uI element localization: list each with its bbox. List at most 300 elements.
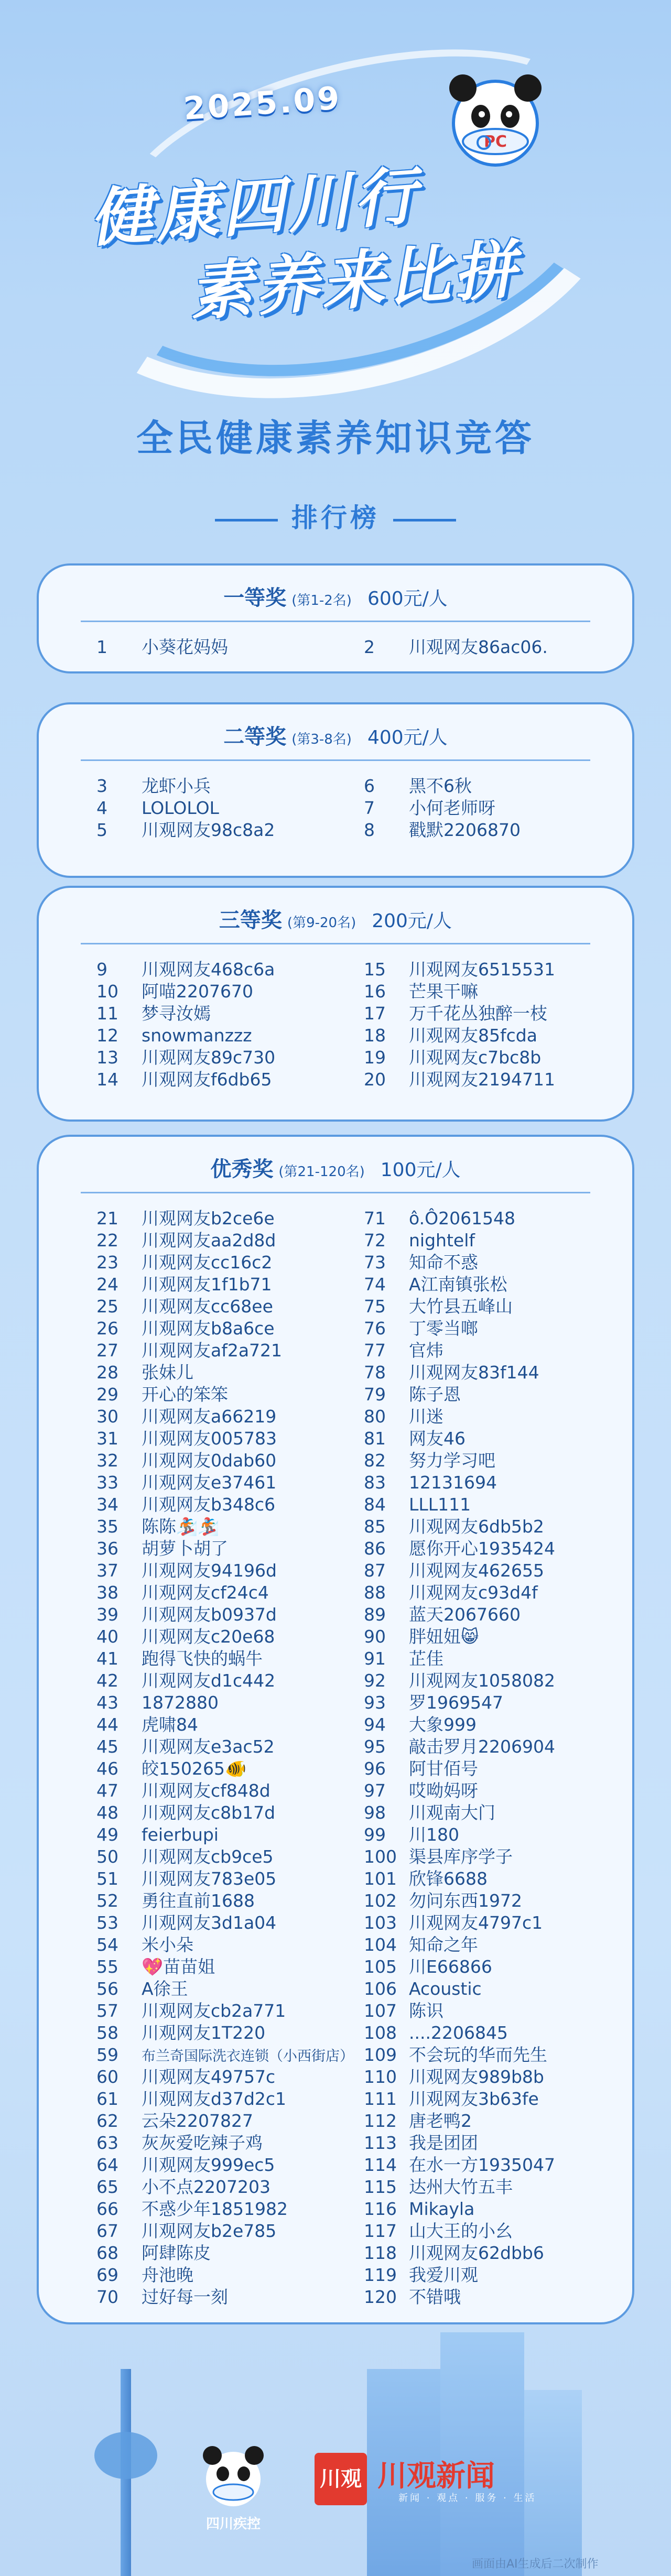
winner-rank: 45 xyxy=(96,1736,118,1757)
winner-rank: 46 xyxy=(96,1758,118,1779)
winner-rank: 16 xyxy=(364,981,386,1002)
winner-name: 川观网友1058082 xyxy=(409,1670,555,1691)
winner-name: 川观网友2194711 xyxy=(409,1069,555,1090)
svg-text:PC: PC xyxy=(483,133,507,151)
winner-name: 过好每一刻 xyxy=(142,2287,228,2307)
winner-name: Mikayla xyxy=(409,2199,475,2219)
winner-row xyxy=(364,1670,555,1692)
winner-row xyxy=(96,2198,288,2220)
winner-row xyxy=(364,1648,443,1670)
winner-name: 罗1969547 xyxy=(409,1692,503,1713)
winner-name: Acoustic xyxy=(409,1979,482,1999)
winner-name: 川观网友b2e785 xyxy=(142,2221,277,2241)
winner-row xyxy=(364,2154,555,2176)
building-decoration xyxy=(524,2390,582,2576)
winner-name: 山大王的小幺 xyxy=(409,2221,513,2241)
chuanguan-news-tagline: 新闻 · 观点 · 服务 · 生活 xyxy=(398,2493,537,2504)
winner-row xyxy=(96,1868,276,1890)
winner-row xyxy=(96,2000,286,2022)
winner-name: 川观网友cf24c4 xyxy=(142,1582,269,1603)
winner-name: 知命之年 xyxy=(409,1934,478,1955)
winner-rank: 8 xyxy=(364,820,375,840)
winner-row xyxy=(364,636,548,658)
winner-rank: 47 xyxy=(96,1780,118,1801)
winner-rank: 29 xyxy=(96,1384,118,1405)
winner-rank: 85 xyxy=(364,1516,386,1537)
winner-row xyxy=(96,1516,219,1538)
winner-row xyxy=(364,1978,482,2000)
winner-rank: 25 xyxy=(96,1296,118,1317)
winner-name: 川观网友b8a6ce xyxy=(142,1318,275,1339)
winner-rank: 18 xyxy=(364,1025,386,1046)
winner-rank: 117 xyxy=(364,2221,397,2241)
winner-row xyxy=(364,1626,479,1648)
winner-rank: 62 xyxy=(96,2111,118,2131)
winner-rank: 66 xyxy=(96,2199,118,2219)
winner-rank: 26 xyxy=(96,1318,118,1339)
winner-name: 万千花丛独醉一枝 xyxy=(409,1003,547,1024)
winner-row xyxy=(364,959,555,981)
winner-name: 川观网友af2a721 xyxy=(142,1340,283,1361)
winner-rank: 81 xyxy=(364,1428,386,1449)
winner-row xyxy=(96,1604,277,1626)
winner-row xyxy=(96,1340,282,1362)
winner-row xyxy=(96,1406,276,1428)
winner-rank: 87 xyxy=(364,1560,386,1581)
winner-row xyxy=(364,2176,513,2198)
winner-rank: 39 xyxy=(96,1604,118,1625)
winner-row xyxy=(96,1582,269,1604)
winner-name: 川180 xyxy=(409,1824,459,1845)
winner-rank: 115 xyxy=(364,2177,397,2197)
winner-rank: 119 xyxy=(364,2265,397,2285)
winner-row xyxy=(364,1025,537,1047)
sichuan-cdc-label: 四川疾控 xyxy=(205,2516,261,2532)
winner-row xyxy=(96,2176,270,2198)
winner-row xyxy=(96,1296,273,1318)
winner-rank: 33 xyxy=(96,1472,118,1493)
prize-name: 二等奖 xyxy=(223,725,287,749)
winner-rank: 59 xyxy=(96,2045,118,2065)
winner-name: 陈子恩 xyxy=(409,1384,461,1405)
winner-name: 12131694 xyxy=(409,1472,497,1493)
winner-row xyxy=(364,1692,503,1714)
prize-name: 一等奖 xyxy=(223,586,287,610)
winner-rank: 36 xyxy=(96,1538,118,1559)
winner-name: nightelf xyxy=(409,1230,475,1251)
winner-name: 梦寻汝嫣 xyxy=(142,1003,211,1024)
prize-card-first xyxy=(37,563,634,673)
winner-name: 川观网友49757c xyxy=(142,2067,276,2087)
winner-rank: 41 xyxy=(96,1648,118,1669)
divider-line xyxy=(393,519,456,521)
winner-name: 川观网友1f1b71 xyxy=(142,1274,272,1295)
winner-rank: 114 xyxy=(364,2155,397,2175)
winner-rank: 13 xyxy=(96,1047,118,1068)
winner-name: 布兰奇国际洗衣连锁（小西街店） xyxy=(142,2048,354,2064)
winner-rank: 99 xyxy=(364,1824,386,1845)
winner-row xyxy=(364,1560,544,1582)
winner-rank: 78 xyxy=(364,1362,386,1383)
winner-name: 在水一方1935047 xyxy=(409,2155,555,2175)
winner-rank: 19 xyxy=(364,1047,386,1068)
prize-range: (第21-120名) xyxy=(278,1164,365,1180)
winner-row xyxy=(96,2088,286,2110)
winner-name: feierbupi xyxy=(142,1824,219,1845)
hero-title-line2: 素养来比拼 xyxy=(187,233,522,329)
winner-row xyxy=(96,1274,272,1296)
winner-rank: 76 xyxy=(364,1318,386,1339)
winner-rank: 102 xyxy=(364,1890,397,1911)
winner-rank: 96 xyxy=(364,1758,386,1779)
winner-rank: 2 xyxy=(364,637,375,657)
winner-row xyxy=(96,1230,276,1252)
winner-name: 蓝天2067660 xyxy=(409,1604,521,1625)
winner-name: 川观网友3b63fe xyxy=(409,2089,539,2109)
card-divider xyxy=(81,943,590,944)
winner-row xyxy=(96,2220,276,2242)
winner-name: 川观网友4797c1 xyxy=(409,1912,543,1933)
winner-name: 💖苗苗姐 xyxy=(142,1957,215,1977)
winner-name: LOLOLOL xyxy=(142,798,219,818)
winner-name: 戳默2206870 xyxy=(409,820,521,840)
winner-rank: 82 xyxy=(364,1450,386,1471)
winner-rank: 83 xyxy=(364,1472,386,1493)
winner-name: 胖妞妞😸 xyxy=(409,1626,479,1647)
winner-rank: 93 xyxy=(364,1692,386,1713)
winner-row xyxy=(96,1494,275,1516)
prize-card-header xyxy=(39,904,632,933)
winner-row xyxy=(364,1758,478,1780)
winner-rank: 28 xyxy=(96,1362,118,1383)
winner-row xyxy=(96,775,211,797)
winner-name: 云朵2207827 xyxy=(142,2111,253,2131)
winner-name: 开心的笨笨 xyxy=(142,1384,228,1405)
winner-name: 川观网友0dab60 xyxy=(142,1450,277,1471)
winner-name: snowmanzzz xyxy=(142,1025,252,1046)
tv-tower-decoration xyxy=(94,2432,157,2479)
winner-row xyxy=(96,1428,277,1450)
winner-row xyxy=(364,1956,492,1978)
winner-row xyxy=(364,2022,508,2044)
winner-name: 小何老师呀 xyxy=(409,798,495,818)
winner-name: 舟池晚 xyxy=(142,2265,193,2285)
winner-row xyxy=(96,797,219,819)
winner-name: LLL111 xyxy=(409,1494,471,1515)
winner-rank: 12 xyxy=(96,1025,118,1046)
winner-rank: 104 xyxy=(364,1934,397,1955)
winner-row xyxy=(364,1538,555,1560)
winner-row xyxy=(96,981,253,1003)
winner-row xyxy=(96,1047,275,1069)
winner-name: 川观网友005783 xyxy=(142,1428,277,1449)
winner-name: 川观网友cb9ce5 xyxy=(142,1846,274,1867)
winner-name: A徐王 xyxy=(142,1979,188,1999)
chuanguan-logo-box: 川观 xyxy=(315,2453,367,2505)
winner-rank: 1 xyxy=(96,637,107,657)
winner-row xyxy=(364,1846,513,1868)
winner-rank: 88 xyxy=(364,1582,386,1603)
winner-rank: 11 xyxy=(96,1003,118,1024)
winner-rank: 50 xyxy=(96,1846,118,1867)
winner-name: 川观网友d1c442 xyxy=(142,1670,276,1691)
winner-row xyxy=(96,1956,215,1978)
winner-name: 川观网友cc68ee xyxy=(142,1296,273,1317)
winner-rank: 113 xyxy=(364,2133,397,2153)
winner-rank: 65 xyxy=(96,2177,118,2197)
prize-name: 优秀奖 xyxy=(210,1157,274,1181)
winner-rank: 14 xyxy=(96,1069,118,1090)
winner-rank: 64 xyxy=(96,2155,118,2175)
winner-name: 小葵花妈妈 xyxy=(142,637,228,657)
winner-rank: 79 xyxy=(364,1384,386,1405)
card-divider xyxy=(81,1192,590,1193)
winner-row xyxy=(96,2264,193,2286)
winner-name: 勿问东西1972 xyxy=(409,1890,522,1911)
winner-name: 川观网友b2ce6e xyxy=(142,1208,275,1229)
card-divider xyxy=(81,621,590,622)
prize-range: (第3-8名) xyxy=(291,732,352,747)
winner-rank: 106 xyxy=(364,1979,397,1999)
winner-name: ô.Ô2061548 xyxy=(409,1208,516,1229)
winner-name: 虎啸84 xyxy=(142,1714,198,1735)
prize-card-header xyxy=(39,581,632,611)
winner-rank: 7 xyxy=(364,798,375,818)
winner-row xyxy=(364,1428,466,1450)
winner-rank: 24 xyxy=(96,1274,118,1295)
winner-row xyxy=(364,819,521,841)
winner-rank: 3 xyxy=(96,776,107,796)
prize-card-second xyxy=(37,702,634,878)
winner-rank: 17 xyxy=(364,1003,386,1024)
winner-name: 丁零当啷 xyxy=(409,1318,478,1339)
winner-rank: 118 xyxy=(364,2243,397,2263)
winner-row xyxy=(364,2110,472,2132)
winner-name: 敲击罗月2206904 xyxy=(409,1736,555,1757)
winner-name: 川观网友1T220 xyxy=(142,2023,266,2043)
winner-rank: 68 xyxy=(96,2243,118,2263)
winner-row xyxy=(364,1340,443,1362)
winner-rank: 48 xyxy=(96,1802,118,1823)
winner-rank: 75 xyxy=(364,1296,386,1317)
winner-row xyxy=(364,1780,478,1802)
winner-name: 大竹县五峰山 xyxy=(409,1296,513,1317)
winner-name: 阿甘佰号 xyxy=(409,1758,478,1779)
winner-name: 哎呦妈呀 xyxy=(409,1780,478,1801)
winner-row xyxy=(364,1069,555,1091)
winner-name: 川观网友c93d4f xyxy=(409,1582,538,1603)
winner-row xyxy=(364,1003,547,1025)
winner-rank: 51 xyxy=(96,1868,118,1889)
winner-rank: 74 xyxy=(364,1274,386,1295)
winner-name: 唐老鸭2 xyxy=(409,2111,472,2131)
winner-rank: 10 xyxy=(96,981,118,1002)
winner-name: A江南镇张松 xyxy=(409,1274,507,1295)
winner-name: 川观网友85fcda xyxy=(409,1025,537,1046)
winner-rank: 57 xyxy=(96,2001,118,2021)
winner-rank: 20 xyxy=(364,1069,386,1090)
winner-rank: 111 xyxy=(364,2089,397,2109)
winner-name: ....2206845 xyxy=(409,2023,508,2043)
winner-row xyxy=(364,1890,522,1912)
winner-row xyxy=(96,2242,211,2264)
winner-name: 川观网友b348c6 xyxy=(142,1494,276,1515)
page-subtitle: 全民健康素养知识竞答 xyxy=(136,417,535,460)
winner-row xyxy=(364,1450,495,1472)
winner-rank: 90 xyxy=(364,1626,386,1647)
winner-row xyxy=(364,2286,461,2308)
winner-name: 阿喵2207670 xyxy=(142,981,253,1002)
winner-row xyxy=(364,1912,543,1934)
winner-row xyxy=(96,1802,275,1824)
ai-generated-note: 画面由AI生成后二次制作 xyxy=(472,2558,599,2571)
winner-row xyxy=(96,1560,277,1582)
winner-row xyxy=(96,1626,275,1648)
winner-row xyxy=(364,1934,478,1956)
winner-name: 川观网友98c8a2 xyxy=(142,820,275,840)
winner-name: 川观网友468c6a xyxy=(142,959,275,980)
winner-name: 川观网友f6db65 xyxy=(142,1069,272,1090)
winner-rank: 73 xyxy=(364,1252,386,1273)
winner-rank: 15 xyxy=(364,959,386,980)
winner-rank: 112 xyxy=(364,2111,397,2131)
winner-rank: 53 xyxy=(96,1912,118,1933)
winner-rank: 60 xyxy=(96,2067,118,2087)
winner-row xyxy=(364,1582,538,1604)
winner-row xyxy=(96,1208,275,1230)
winner-row xyxy=(96,2132,263,2154)
prize-amount: 200元/人 xyxy=(372,910,452,932)
winner-rank: 105 xyxy=(364,1957,397,1977)
prize-card-header xyxy=(39,720,632,750)
winner-row xyxy=(364,1208,515,1230)
winner-name: 不错哦 xyxy=(409,2287,461,2307)
winner-row xyxy=(364,2242,544,2264)
winner-rank: 116 xyxy=(364,2199,397,2219)
winner-name: 愿你开心1935424 xyxy=(409,1538,555,1559)
winner-row xyxy=(364,1384,461,1406)
winner-name: 龙虾小兵 xyxy=(142,776,211,796)
winner-rank: 55 xyxy=(96,1957,118,1977)
winner-row xyxy=(364,1802,495,1824)
winner-name: 陈识 xyxy=(409,2001,443,2021)
winner-row xyxy=(96,1538,228,1560)
winner-row xyxy=(96,1934,193,1956)
winner-rank: 109 xyxy=(364,2045,397,2065)
winner-name: 不会玩的华而先生 xyxy=(409,2045,547,2065)
winner-rank: 31 xyxy=(96,1428,118,1449)
winner-rank: 5 xyxy=(96,820,107,840)
winner-name: 川观网友6db5b2 xyxy=(409,1516,544,1537)
winner-row xyxy=(96,1846,274,1868)
hero-banner xyxy=(0,0,671,472)
winner-name: 芷佳 xyxy=(409,1648,443,1669)
winner-name: 川观网友e3ac52 xyxy=(142,1736,275,1757)
winner-rank: 38 xyxy=(96,1582,118,1603)
winner-row xyxy=(96,1824,219,1846)
winner-row xyxy=(364,2044,547,2066)
prize-range: (第1-2名) xyxy=(291,593,352,608)
winner-rank: 92 xyxy=(364,1670,386,1691)
winner-name: 川观南大门 xyxy=(409,1802,495,1823)
card-divider xyxy=(81,759,590,761)
hero-title-line1: 健康四川行 xyxy=(87,160,422,256)
winner-rank: 54 xyxy=(96,1934,118,1955)
winner-rank: 21 xyxy=(96,1208,118,1229)
winner-name: 网友46 xyxy=(409,1428,466,1449)
winner-row xyxy=(364,797,495,819)
winner-name: 川观网友c8b17d xyxy=(142,1802,276,1823)
winner-row xyxy=(96,1025,252,1047)
winner-row xyxy=(96,1714,198,1736)
chuanguan-news-name: 川观新闻 xyxy=(377,2459,495,2493)
winner-name: 川迷 xyxy=(409,1406,443,1427)
winner-name: 川观网友c7bc8b xyxy=(409,1047,542,1068)
winner-name: 不惑少年1851982 xyxy=(142,2199,288,2219)
winner-name: 川观网友86ac06. xyxy=(409,637,548,657)
winner-name: 米小朵 xyxy=(142,1934,193,1955)
winner-rank: 35 xyxy=(96,1516,118,1537)
winner-row xyxy=(96,1780,270,1802)
winner-row xyxy=(96,2022,265,2044)
winner-name: 跑得飞快的蜗牛 xyxy=(142,1648,263,1669)
winner-name: 川观网友62dbb6 xyxy=(409,2243,544,2263)
winner-rank: 52 xyxy=(96,1890,118,1911)
winner-row xyxy=(96,636,228,658)
winner-name: 川观网友cb2a771 xyxy=(142,2001,286,2021)
winner-rank: 89 xyxy=(364,1604,386,1625)
winner-rank: 44 xyxy=(96,1714,118,1735)
winner-rank: 27 xyxy=(96,1340,118,1361)
winner-rank: 9 xyxy=(96,959,107,980)
prize-name: 三等奖 xyxy=(219,908,282,932)
winner-row xyxy=(96,2044,354,2066)
event-year: 2025.09 xyxy=(182,80,343,128)
winner-row xyxy=(364,1604,521,1626)
winner-name: 川观网友83f144 xyxy=(409,1362,539,1383)
winner-name: 川观网友d37d2c1 xyxy=(142,2089,287,2109)
winner-row xyxy=(96,1978,188,2000)
winner-rank: 100 xyxy=(364,1846,397,1867)
winner-name: 川观网友6515531 xyxy=(409,959,555,980)
winner-row xyxy=(96,1692,219,1714)
winner-name: 川观网友c20e68 xyxy=(142,1626,275,1647)
winner-row xyxy=(364,1047,541,1069)
winner-name: 陈陈🏂🏂 xyxy=(142,1516,220,1537)
winner-row xyxy=(96,1003,211,1025)
winner-name: 知命不惑 xyxy=(409,1252,478,1273)
winner-row xyxy=(364,2132,478,2154)
winner-rank: 69 xyxy=(96,2265,118,2285)
winner-row xyxy=(364,1736,555,1758)
winner-rank: 49 xyxy=(96,1824,118,1845)
winner-row xyxy=(364,1318,478,1340)
winner-name: 胡萝卜胡了 xyxy=(142,1538,228,1559)
winner-rank: 95 xyxy=(364,1736,386,1757)
winner-rank: 22 xyxy=(96,1230,118,1251)
winner-row xyxy=(96,1252,272,1274)
ranking-title: 排行榜 xyxy=(291,503,380,533)
winner-name: 大象999 xyxy=(409,1714,477,1735)
prize-amount: 600元/人 xyxy=(367,588,448,610)
winner-name: 川观网友a66219 xyxy=(142,1406,277,1427)
winner-name: 川观网友89c730 xyxy=(142,1047,276,1068)
winner-name: 川观网友cf848d xyxy=(142,1780,270,1801)
winner-name: 川观网友783e05 xyxy=(142,1868,277,1889)
winner-row xyxy=(96,2154,275,2176)
winner-rank: 6 xyxy=(364,776,375,796)
winner-name: 阿肆陈皮 xyxy=(142,2243,211,2263)
